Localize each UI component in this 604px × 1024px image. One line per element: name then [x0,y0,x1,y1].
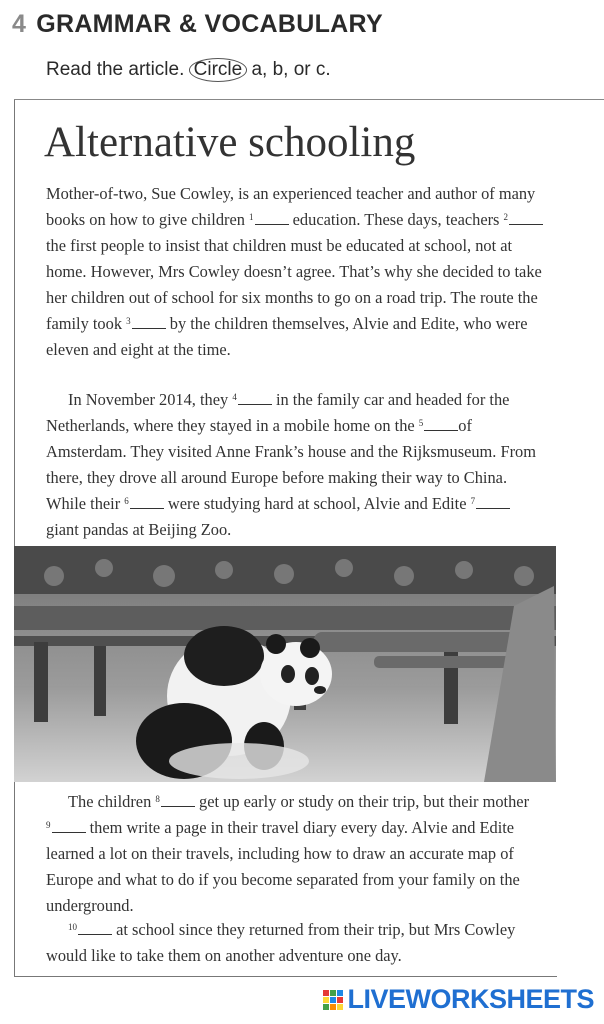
paragraph-text: Mother-of-two, Sue Cowley, is an experienced teacher and author of many books on how to give children [46,184,536,229]
gap-6[interactable] [124,491,164,517]
panda-photo [14,546,556,782]
logo-grid-icon [323,990,343,1010]
gap-line [255,212,289,225]
paragraph-text: them write a page in their travel diary every day. Alvie and Edite learned a lot on their travels, including how to draw an accurate map of Europe and what to do if you become separated from your family on the underground. [46,818,520,915]
gap-number: 4 [232,392,237,402]
paragraph-text: by the children themselves, Alvie and Edite, who were eleven and eight at the time. [46,314,528,359]
exercise-number: 4 [12,10,27,38]
paragraph-text: The children [68,792,152,811]
gap-7[interactable] [471,491,511,517]
paragraph-text: In November 2014, they [68,390,229,409]
gap-line [52,820,86,833]
exercise-header [12,10,383,39]
gap-number: 2 [503,212,509,222]
gap-9[interactable] [46,815,86,841]
gap-number: 10 [68,922,77,932]
gap-line [509,212,543,225]
gap-line [476,496,510,509]
gap-number: 9 [46,820,51,830]
gap-line [78,922,112,935]
circled-word: Circle [189,58,248,82]
logo-text: LIVEWORKSHEETS [347,984,594,1014]
instruction [46,58,331,82]
gap-4[interactable] [232,387,272,413]
instruction-text-after: a, b, or c. [251,59,331,80]
paragraph-text: of Amsterdam. They visited Anne Frank’s house and the Rijksmuseum. From there, they drove all around Europe before making their way to China. While their [46,416,537,513]
gap-number: 7 [470,496,476,506]
instruction-text-before: Read the article. [46,59,185,80]
gap-number: 1 [249,212,254,222]
gap-line [130,496,164,509]
gap-line [424,418,458,431]
gap-number: 3 [126,316,131,326]
paragraph-text: get up early or study on their trip, but their mother [199,792,530,811]
gap-number: 5 [418,418,424,428]
paragraph-text: the first people to insist that children must be educated at school, not at home. However, Mrs Cowley doesn’t agree. That’s why she decided to take her children out of school for six months to go on a road trip. The route the family took [46,236,542,333]
gap-5[interactable] [419,413,459,439]
article-paragraph-4 [46,917,546,969]
paragraph-text: in the family car and headed for the Netherlands, where they stayed in a mobile home on the [46,390,510,435]
gap-1[interactable] [249,207,289,233]
article-paragraph-2 [46,387,546,543]
exercise-title: GRAMMAR & VOCABULARY [36,10,383,38]
paragraph-text: were studying hard at school, Alvie and Edite [167,494,467,513]
gap-2[interactable] [504,207,544,233]
gap-line [132,316,166,329]
liveworksheets-logo[interactable] [323,984,594,1015]
gap-line [161,794,195,807]
gap-number: 6 [124,496,129,506]
paragraph-text: education. These days, teachers [292,210,500,229]
paragraph-text: at school since they returned from their trip, but Mrs Cowley would like to take them on another adventure one day. [46,920,516,965]
article-title: Alternative schooling [44,119,416,166]
gap-10[interactable] [68,917,112,943]
gap-line [238,392,272,405]
gap-8[interactable] [155,789,195,815]
gap-3[interactable] [126,311,166,337]
article-paragraph-3 [46,789,546,919]
article-paragraph-1 [46,181,546,363]
paragraph-text: giant pandas at Beijing Zoo. [46,520,232,539]
gap-number: 8 [155,794,160,804]
